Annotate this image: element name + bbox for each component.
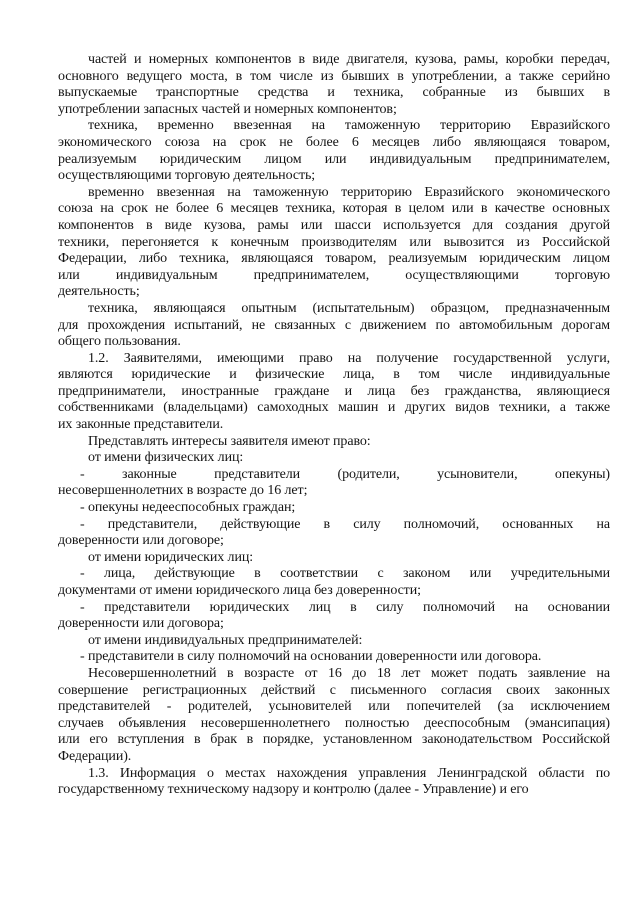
text-line: от имени индивидуальных предпринимателей: [88,632,363,648]
text-line: их законные представители. [58,417,224,433]
text-line: совершение регистрационных действий с письменного согласия своих законных [58,682,610,698]
text-line: деятельность; [58,284,140,300]
text-line: техники, перегоняется к конечным производителям или вывозится из Российской [58,234,610,250]
text-line: временно ввезенная на таможенную территорию Евразийского экономического [88,184,610,200]
text-line: являются юридические и физические лица, в том числе индивидуальные [58,367,610,383]
text-line: 1.2. Заявителями, имеющими право на получение государственной услуги, [88,350,610,366]
text-line: доверенности или договоре; [58,533,224,549]
text-line: реализуемым юридическим лицом или индивидуальным предпринимателем, [58,151,610,167]
text-line: компонентов в виде кузова, рамы или шасси используется для создания другой [58,217,610,233]
text-line: или индивидуальным предпринимателем, осуществляющими торговую [58,267,610,283]
text-line: - представители, действующие в силу полномочий, основанных на [80,516,610,532]
paragraph [58,766,610,799]
text-line: от имени физических лиц: [88,450,244,466]
text-line: частей и номерных компонентов в виде двигателя, кузова, рамы, коробки передач, [88,52,610,67]
paragraph [58,666,610,766]
text-line: - представители юридических лиц в силу полномочий на основании [80,599,610,615]
paragraph [58,52,610,118]
text-line: представителей - родителей, усыновителей или попечителей (за исключением [58,699,610,715]
text-line: Федерации). [58,748,132,764]
text-line: осуществляющими торговую деятельность; [58,168,316,184]
paragraph [58,351,610,434]
text-line: основного ведущего моста, в том числе из бывших в употреблении, а также серийно [58,68,610,84]
paragraph [58,566,610,599]
text-line: - законные представители (родители, усыновители, опекуны) [80,466,610,482]
text-line: экономического союза на срок не более 6 месяцев либо являющаяся товаром, [58,134,610,150]
text-line: - опекуны недееспособных граждан; [80,500,296,516]
paragraph [58,467,610,500]
text-line: общего пользования. [58,334,181,350]
text-line: случаев объявления несовершеннолетнего полностью дееспособным (эмансипация) [58,715,610,731]
text-line: государственному техническому надзору и контролю (далее - Управление) и его [58,782,529,798]
text-line: или его вступления в брак в порядке, установленном законодательством Российской [58,732,610,748]
paragraph [58,633,610,650]
text-line: Представлять интересы заявителя имеют право: [88,433,371,449]
text-line: Несовершеннолетний в возрасте от 16 до 18 лет может подать заявление на [88,665,610,681]
paragraph [58,450,610,467]
text-line: для прохождения испытаний, не связанных с движением по автомобильным дорогам [58,317,610,333]
paragraph [58,649,610,666]
paragraph [58,600,610,633]
paragraph [58,517,610,550]
text-line: предприниматели, иностранные граждане и лица без гражданства, являющиеся [58,383,610,399]
text-line: употреблении запасных частей и номерных компонентов; [58,101,397,117]
text-line: документами от имени юридического лица без доверенности; [58,583,421,598]
text-line: - лица, действующие в соответствии с законом или учредительными [80,566,610,582]
paragraph [58,301,610,351]
paragraph [58,434,610,451]
text-line: техника, являющаяся опытным (испытательным) образцом, предназначенным [88,300,610,316]
text-line: Федерации, либо техника, являющаяся товаром, реализуемым юридическим лицом [58,251,610,267]
text-line: техника, временно ввезенная на таможенную территорию Евразийского [88,118,610,134]
paragraph [58,500,610,517]
text-line: - представители в силу полномочий на основании доверенности или договора. [80,649,542,665]
paragraph [58,550,610,567]
text-line: несовершеннолетних в возрасте до 16 лет; [58,483,308,499]
paragraph [58,118,610,184]
text-line: собственниками (владельцами) самоходных машин и других видов техники, а также [58,400,610,416]
text-line: от имени юридических лиц: [88,549,254,565]
text-line: союза на срок не более 6 месяцев техника, которая в целом или в качестве основных [58,201,610,217]
text-line: доверенности или договора; [58,616,224,632]
text-line: выпускаемые транспортные средства и техника, собранные из бывших в [58,85,610,101]
text-line: 1.3. Информация о местах нахождения управления Ленинградской области по [88,765,610,781]
document-body [58,52,610,799]
paragraph [58,185,610,301]
